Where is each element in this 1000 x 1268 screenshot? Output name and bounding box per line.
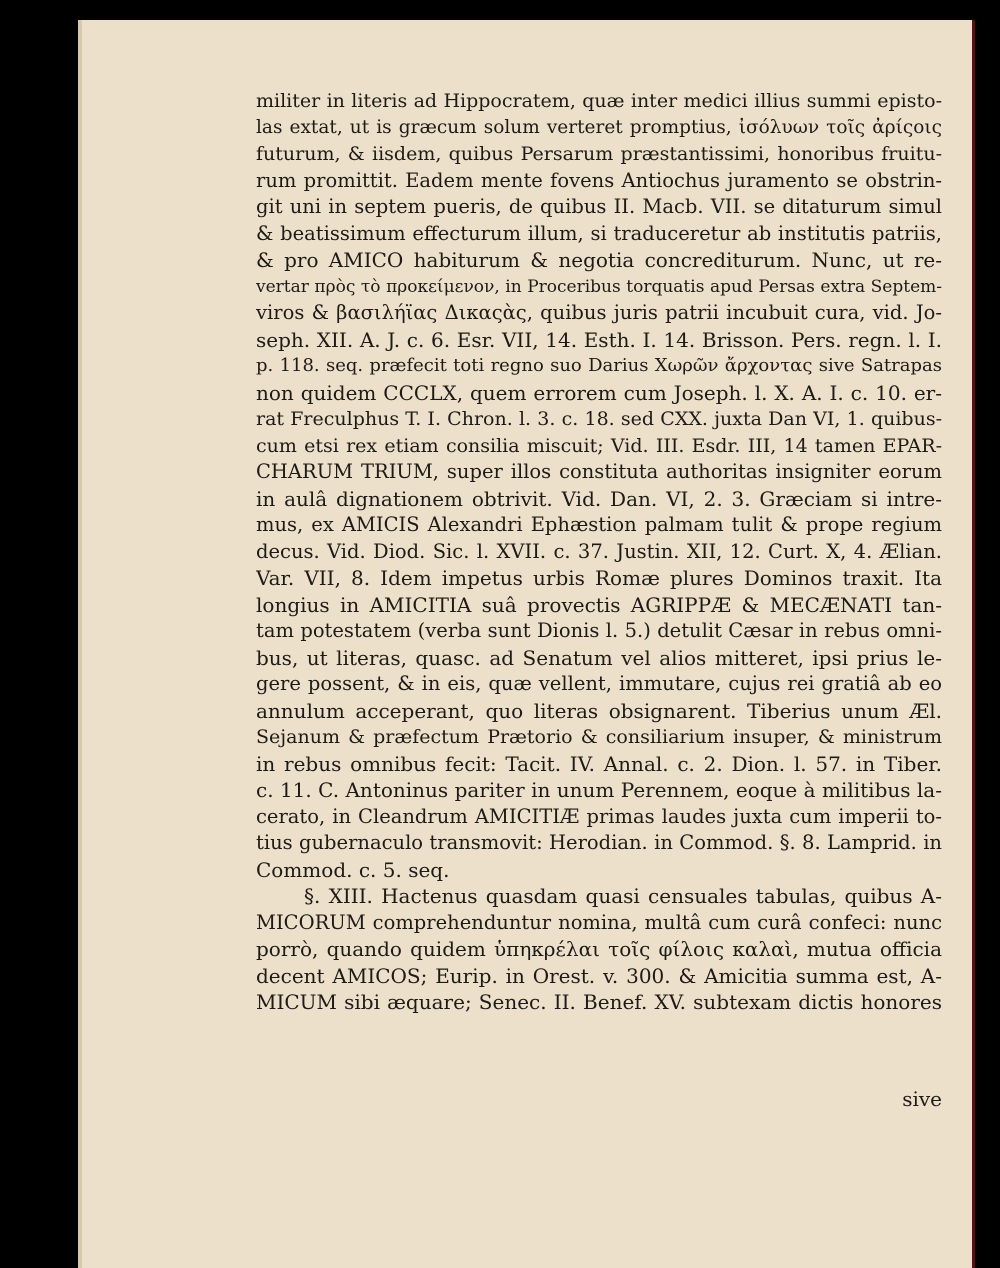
text-line: cum etsi rex etiam consilia miscuit; Vid. III. Esdr. III, 14 tamen EPAR- (256, 434, 942, 457)
text-line: CHARUM TRIUM, super illos constituta authoritas insigniter eorum (256, 460, 942, 483)
text-line: in rebus omnibus fecit: Tacit. IV. Annal. c. 2. Dion. l. 57. in Tiber. (256, 751, 942, 776)
text-line: porrò, quando quidem ὑπηκρέλαι τοῖς φίλοις καλαὶ, mutua officia (256, 937, 942, 961)
text-line: git uni in septem pueris, de quibus II. Macb. VII. se ditaturum simul (256, 195, 942, 218)
section-heading-line: §. XIII. Hactenus quasdam quasi censuales tabulas, quibus A- (304, 884, 942, 908)
text-line: p. 118. seq. præfecit toti regno suo Darius Χωρῶν ἄρχοντας sive Satrapas (256, 355, 942, 376)
text-line: rum promittit. Eadem mente fovens Antiochus juramento se obstrin- (256, 168, 942, 192)
text-line: MICUM sibi æquare; Senec. II. Benef. XV. subtexam dictis honores (256, 990, 942, 1014)
text-line: Commod. c. 5. seq. (256, 857, 450, 882)
text-line: tam potestatem (verba sunt Dionis l. 5.) detulit Cæsar in rebus omni- (256, 619, 942, 642)
page-left-edge (78, 20, 82, 1268)
text-line: decent AMICOS; Eurip. in Orest. v. 300. & Amicitia summa est, A- (256, 963, 942, 988)
text-line: MICORUM comprehenduntur nomina, multâ cum curâ confeci: nunc (256, 910, 942, 934)
text-line: bus, ut literas, quasc. ad Senatum vel alios mitteret, ipsi prius le- (256, 645, 942, 670)
text-line: las extat, ut is græcum solum verteret promptius, ἰσόλυων τοῖς ἀρίςοις (256, 116, 942, 138)
text-line: mus, ex AMICIS Alexandri Ephæstion palmam tulit & prope regium (256, 513, 942, 536)
text-line: & beatissimum effecturum illum, si traduceretur ab institutis patriis, (256, 221, 942, 245)
text-line: longius in AMICITIA suâ provectis AGRIPPÆ & MECÆNATI tan- (256, 592, 942, 617)
body-text (256, 88, 942, 1016)
text-line: Sejanum & præfectum Prætorio & consiliarium insuper, & ministrum (256, 726, 942, 748)
page-right-edge (972, 20, 975, 1268)
text-line: non quidem CCCLX, quem errorem cum Joseph. l. X. A. I. c. 10. er- (256, 380, 942, 405)
text-line: c. 11. C. Antoninus pariter in unum Perennem, eoque à militibus la- (256, 778, 942, 802)
text-line: viros & βασιλήϊας Δικαςὰς, quibus juris patrii incubuit cura, vid. Jo- (256, 301, 942, 324)
document-page (78, 20, 975, 1268)
text-line: futurum, & iisdem, quibus Persarum præstantissimi, honoribus fruitu- (256, 143, 942, 165)
text-line: in aulâ dignationem obtrivit. Vid. Dan. VI, 2. 3. Græciam si intre- (256, 486, 942, 511)
text-line: militer in literis ad Hippocratem, quæ inter medici illius summi episto- (256, 90, 942, 112)
text-line: annulum acceperant, quo literas obsignarent. Tiberius unum Æl. (256, 698, 942, 723)
text-line: tius gubernaculo transmovit: Herodian. in Commod. §. 8. Lamprid. in (256, 831, 942, 854)
text-line: & pro AMICO habiturum & negotia concrediturum. Nunc, ut re- (256, 248, 942, 272)
text-line: Var. VII, 8. Idem impetus urbis Romæ plures Dominos traxit. Ita (256, 566, 942, 590)
text-line: cerato, in Cleandrum AMICITIÆ primas laudes juxta cum imperii to- (256, 804, 942, 828)
text-line: vertar πρὸς τὸ προκείμενον, in Proceribus torquatis apud Persas extra Septem- (256, 276, 942, 297)
catchword: sive (902, 1087, 942, 1111)
text-line: decus. Vid. Diod. Sic. l. XVII. c. 37. Justin. XII, 12. Curt. X, 4. Ælian. (256, 539, 942, 563)
text-line: rat Freculphus T. I. Chron. l. 3. c. 18. sed CXX. juxta Dan VI, 1. quibus- (256, 408, 942, 430)
text-line: seph. XII. A. J. c. 6. Esr. VII, 14. Esth. I. 14. Brisson. Pers. regn. l. I. (256, 327, 942, 352)
text-line: gere possent, & in eis, quæ vellent, immutare, cujus rei gratiâ ab eo (256, 672, 942, 695)
